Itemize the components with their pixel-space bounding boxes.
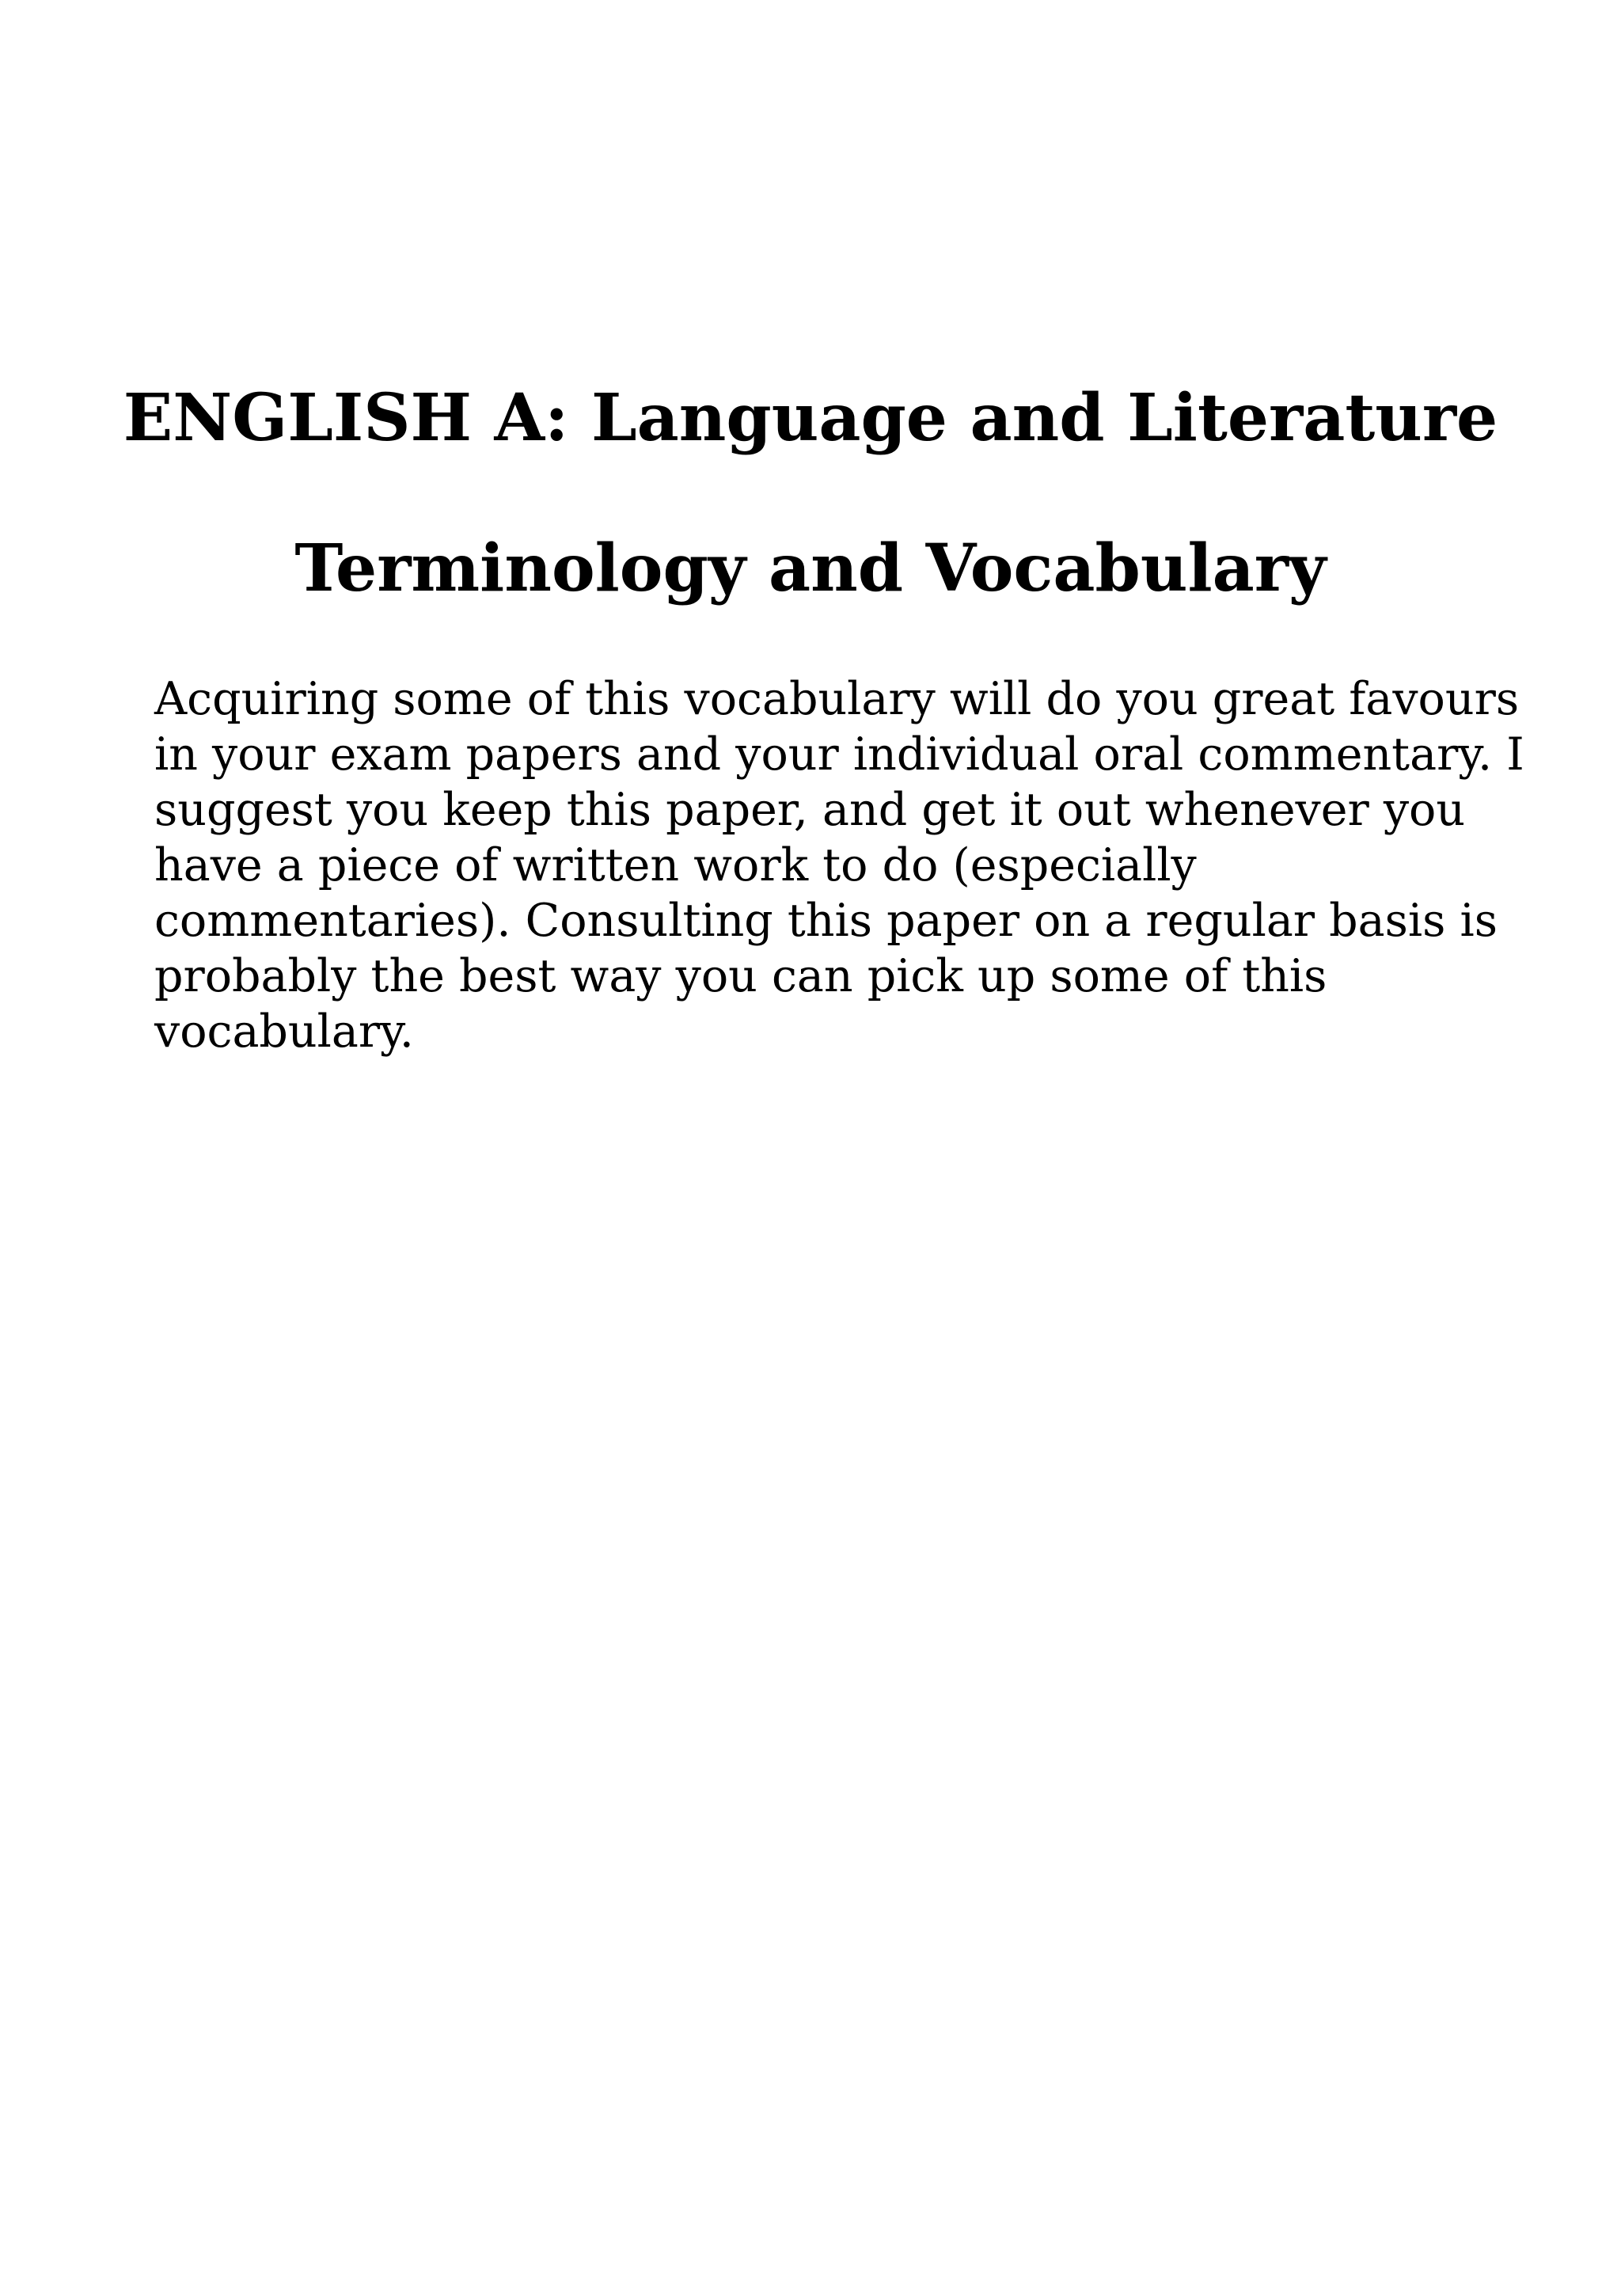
intro-line: vocabulary. xyxy=(154,1005,414,1058)
document-subtitle: Terminology and Vocabulary xyxy=(294,530,1327,606)
intro-line: in your exam papers and your individual oral commentary. I xyxy=(154,728,1524,781)
intro-line: Acquiring some of this vocabulary will do you great favours xyxy=(154,673,1520,725)
intro-line: probably the best way you can pick up some of this xyxy=(154,950,1327,1002)
document-title: ENGLISH A: Language and Literature xyxy=(123,380,1498,456)
intro-paragraph xyxy=(154,671,1524,1059)
intro-line: commentaries). Consulting this paper on a regular basis is xyxy=(154,895,1498,947)
intro-line: suggest you keep this paper, and get it out whenever you xyxy=(154,784,1466,836)
intro-line: have a piece of written work to do (especially xyxy=(154,839,1197,891)
